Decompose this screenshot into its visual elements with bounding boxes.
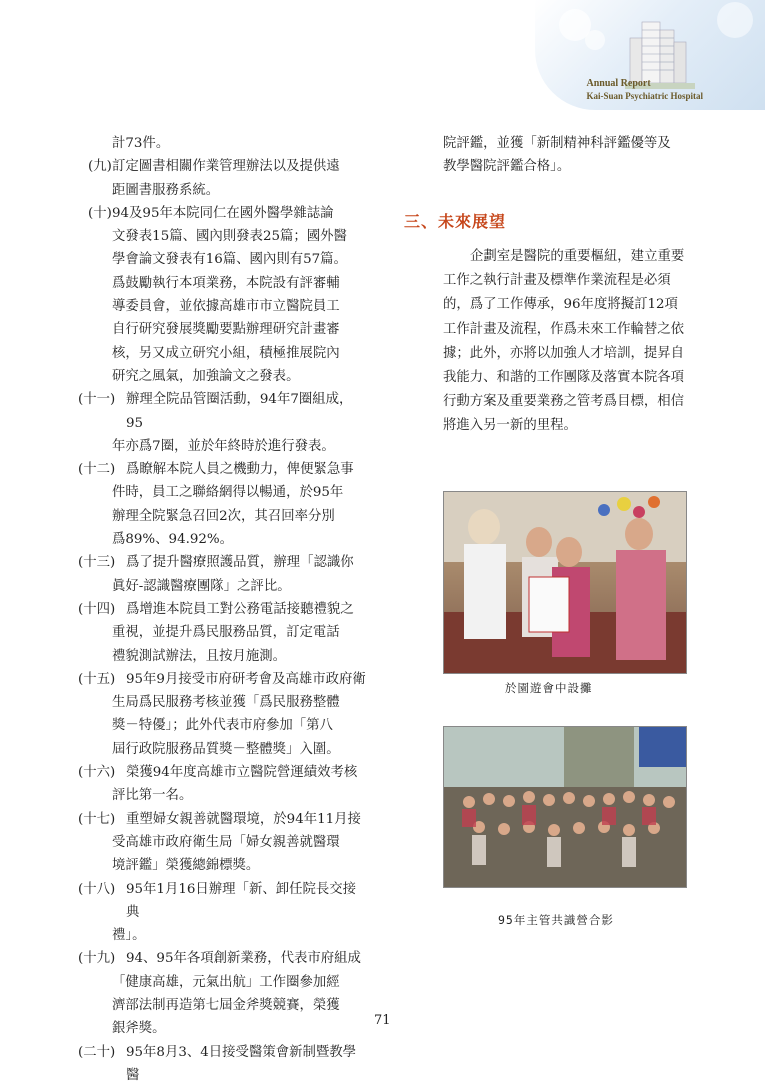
continued-text: 教學醫院評鑑合格」。 bbox=[443, 159, 571, 175]
list-item-number: (十五) bbox=[78, 671, 116, 687]
section-paragraph: 企劃室是醫院的重要樞紐，建立重要工作之執行計畫及標準作業流程是必須的，爲了工作傳承，96年度將擬訂12項工作計畫及流程，作爲未來工作輪替之依據；此外，亦將以加強人才培訓，提昇自我能力、和諧的工作團隊及落實本院各項行動方案及重要業務之管考爲目標，相信將進入另一新的里程。 bbox=[443, 249, 685, 434]
list-item-text: 重視，並提升爲民服務品質，訂定電話 bbox=[112, 625, 340, 641]
list-item-text: 訂定圖書相關作業管理辦法以及提供遠 bbox=[112, 159, 340, 175]
list-item bbox=[78, 808, 366, 878]
list-item-text: 「健康高雄，元氣出航」工作圈參加經 bbox=[112, 974, 340, 990]
list-item bbox=[82, 155, 366, 202]
list-item bbox=[82, 202, 366, 388]
list-item-text: 94及95年本院同仁在國外醫學雜誌論 bbox=[112, 205, 334, 221]
list-item bbox=[78, 598, 366, 668]
list-item-text: 眞好-認識醫療團隊」之評比。 bbox=[112, 578, 291, 594]
list-item-number: (十四) bbox=[78, 601, 116, 617]
list-item bbox=[78, 761, 366, 808]
list-item-text: 重塑婦女親善就醫環境，於94年11月接 bbox=[126, 811, 361, 827]
list-item-text: 獎－特優」；此外代表市府參加「第八 bbox=[112, 718, 333, 734]
list-item-number: (十一) bbox=[78, 392, 116, 408]
list-item bbox=[78, 668, 366, 761]
photo-caption: 95年主管共識營合影 bbox=[498, 913, 614, 927]
list-item-text: 濟部法制再造第七屆金斧獎競賽，榮獲 bbox=[112, 997, 340, 1013]
list-item-text: 受高雄市政府衛生局「婦女親善就醫環 bbox=[112, 834, 340, 850]
list-item-text: 辦理全院緊急召回2次，其召回率分別 bbox=[112, 508, 335, 524]
list-item-text: 94、95年各項創新業務，代表市府組成 bbox=[126, 951, 361, 967]
photo-caption: 於園遊會中設攤 bbox=[505, 681, 593, 695]
photo-group-meeting bbox=[443, 726, 687, 888]
list-item-number: (十七) bbox=[78, 811, 116, 827]
report-title-line2: Kai-Suan Psychiatric Hospital bbox=[586, 91, 703, 101]
list-item-text: 研究之風氣，加強論文之發表。 bbox=[112, 368, 300, 384]
list-item-text: 爲瞭解本院人員之機動力，俾便緊急事 bbox=[126, 462, 354, 478]
list-item-number: (九) bbox=[88, 159, 112, 175]
list-item-text: 文發表15篇、國內則發表25篇；國外醫 bbox=[112, 229, 347, 245]
list-item bbox=[82, 132, 366, 155]
list-item bbox=[78, 388, 366, 458]
list-item bbox=[78, 458, 366, 551]
list-item-number: (十) bbox=[88, 205, 112, 221]
list-item bbox=[78, 1041, 366, 1087]
list-item-text: 銀斧獎。 bbox=[112, 1021, 166, 1037]
list-item-number: (十八) bbox=[78, 881, 116, 897]
list-item-text: 學會論文發表有16篇、國內則有57篇。 bbox=[112, 252, 347, 268]
list-item-text: 屆行政院服務品質獎－整體獎」入圍。 bbox=[112, 741, 340, 757]
list-item-text: 計73件。 bbox=[112, 136, 170, 151]
list-item-text: 禮貌測試辦法，且按月施測。 bbox=[112, 648, 287, 664]
list-item-text: 爲89%、94.92%。 bbox=[112, 532, 233, 548]
list-item-number: (十六) bbox=[78, 765, 116, 781]
list-item-text: 辦理全院品管圈活動，94年7圈組成，95 bbox=[126, 392, 353, 431]
section-heading: 三、未來展望 bbox=[404, 212, 507, 231]
list-item-text: 自行研究發展獎勵要點辦理研究計畫審 bbox=[112, 322, 340, 338]
list-item-text: 禮」。 bbox=[112, 928, 146, 944]
list-item bbox=[78, 947, 366, 1040]
list-item bbox=[78, 551, 366, 598]
list-item-text: 年亦爲7圈，並於年終時於進行發表。 bbox=[112, 438, 335, 454]
list-item-text: 榮獲94年度高雄市立醫院營運績效考核 bbox=[126, 765, 358, 781]
list-item-text: 核，另又成立研究小組，積極推展院內 bbox=[112, 345, 340, 361]
list-item-text: 爲鼓勵執行本項業務，本院設有評審輔 bbox=[112, 275, 340, 291]
report-title-line1: Annual Report bbox=[586, 78, 651, 89]
list-item-number: (二十) bbox=[78, 1044, 116, 1060]
list-item-text: 95年8月3、4日接受醫策會新制暨教學醫 bbox=[126, 1044, 357, 1083]
photo-fair-booth bbox=[443, 491, 687, 674]
list-item bbox=[78, 878, 366, 948]
list-item-number: (十三) bbox=[78, 555, 116, 571]
list-item-text: 距圖書服務系統。 bbox=[112, 182, 220, 198]
list-item-text: 件時，員工之聯絡網得以暢通，於95年 bbox=[112, 485, 344, 501]
list-item-text: 境評鑑」榮獲總錦標獎。 bbox=[112, 858, 260, 874]
list-item-text: 95年1月16日辦理「新、卸任院長交接典 bbox=[126, 881, 357, 920]
list-item-text: 生局爲民服務考核並獲「爲民服務整體 bbox=[112, 695, 340, 711]
list-item-number: (十二) bbox=[78, 462, 116, 478]
list-item-number: (十九) bbox=[78, 951, 116, 967]
left-column bbox=[78, 132, 366, 1087]
list-item-text: 導委員會，並依據高雄市市立醫院員工 bbox=[112, 299, 340, 315]
continued-text: 院評鑑，並獲「新制精神科評鑑優等及 bbox=[443, 136, 671, 151]
list-item-text: 95年9月接受市府研考會及高雄市政府衛 bbox=[126, 671, 366, 687]
report-title bbox=[586, 78, 703, 102]
page-number: 71 bbox=[374, 1013, 391, 1028]
list-item-text: 爲了提升醫療照護品質，辦理「認識你 bbox=[126, 555, 354, 571]
list-item-text: 爲增進本院員工對公務電話接聽禮貌之 bbox=[126, 601, 354, 617]
list-item-text: 評比第一名。 bbox=[112, 788, 193, 804]
right-column bbox=[443, 132, 688, 179]
